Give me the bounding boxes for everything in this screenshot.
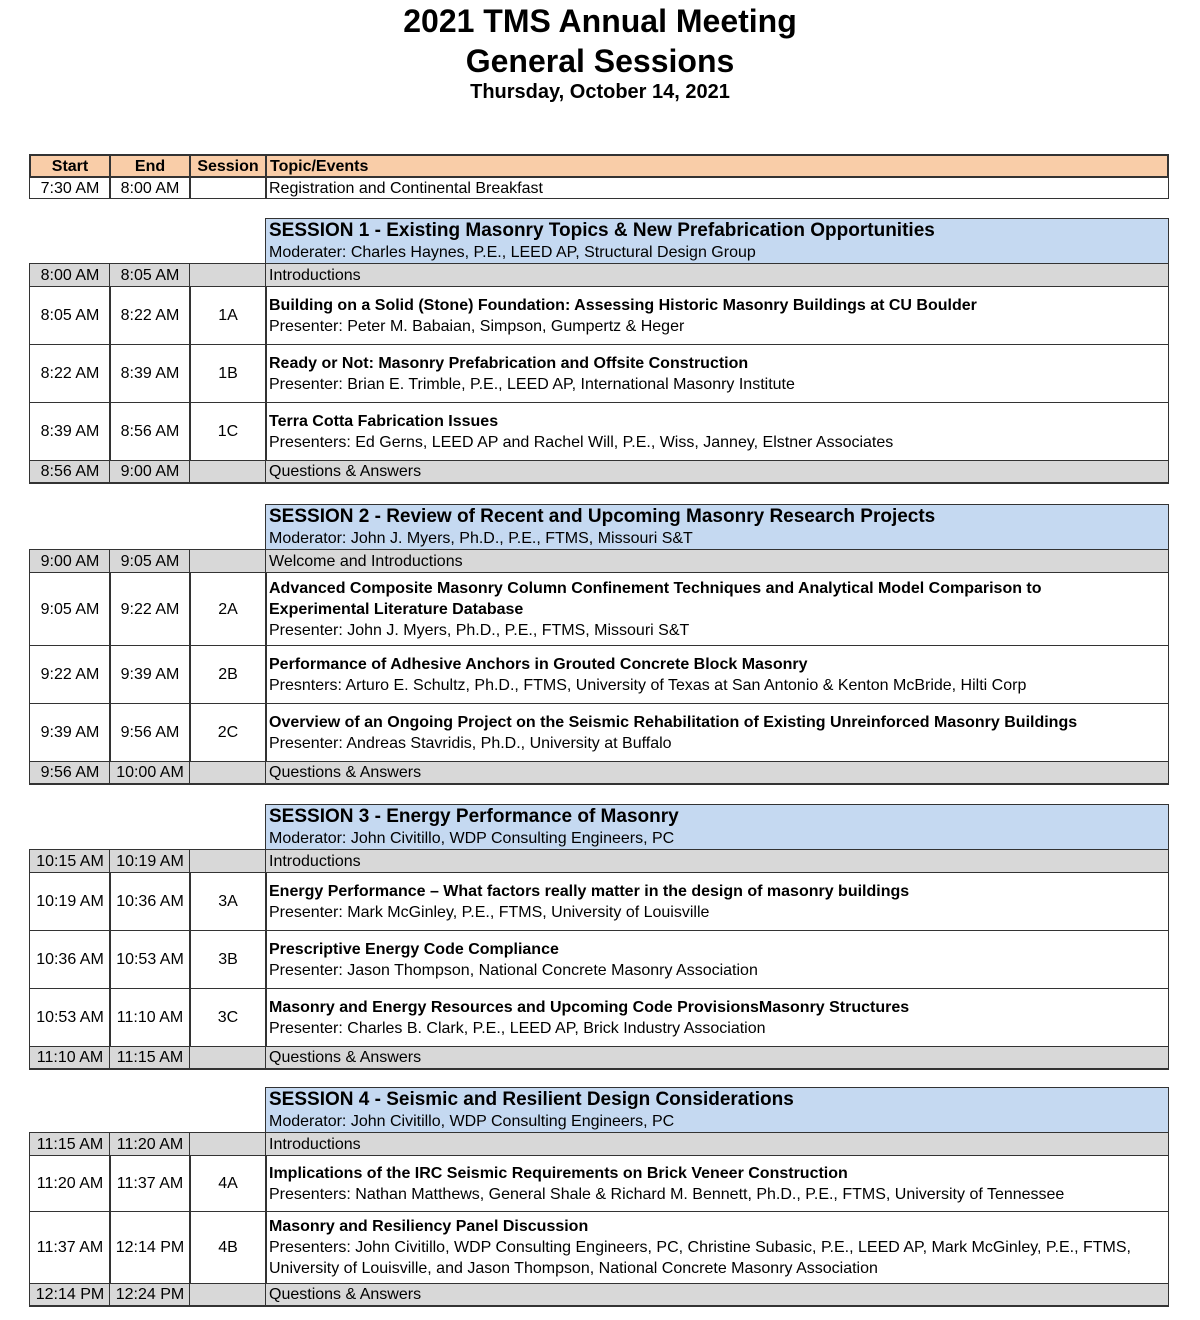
row-end: 8:05 AM: [109, 263, 191, 287]
talk-title: Overview of an Ongoing Project on the Seismic Rehabilitation of Existing Unreinforced Masonry Buildings: [269, 713, 1078, 731]
col-start-header: Start: [29, 154, 111, 178]
talk-presenter: Presenter: Andreas Stavridis, Ph.D., University at Buffalo: [269, 734, 672, 752]
intro-row: [29, 549, 1169, 573]
row-session: 3B: [189, 930, 267, 989]
row-session: 1B: [189, 344, 267, 403]
talk-row: [29, 1211, 1169, 1284]
row-session: 4B: [189, 1211, 267, 1284]
intro-row: [29, 1132, 1169, 1156]
talk-title: Energy Performance – What factors really matter in the design of masonry buildings: [269, 882, 910, 900]
talk-title: Ready or Not: Masonry Prefabrication and Offsite Construction: [269, 354, 749, 372]
row-end: 8:22 AM: [109, 286, 191, 345]
session-title: SESSION 3 - Energy Performance of Masonry: [269, 806, 679, 827]
row-session: [189, 1283, 267, 1307]
talk-presenter: Presnters: Arturo E. Schultz, Ph.D., FTMS, University of Texas at San Antonio & Kenton McBride, Hilti Corp: [269, 676, 1027, 694]
row-topic: Registration and Continental Breakfast: [265, 177, 1169, 199]
row-topic: Introductions: [265, 849, 1169, 873]
talk-row: [29, 1155, 1169, 1212]
row-end: 12:24 PM: [109, 1283, 191, 1307]
talk-title: Prescriptive Energy Code Compliance: [269, 940, 559, 958]
qa-row: [29, 1283, 1169, 1307]
row-start: 11:15 AM: [29, 1132, 111, 1156]
row-start: 8:05 AM: [29, 286, 111, 345]
row-end: 9:56 AM: [109, 703, 191, 762]
row-topic: Introductions: [265, 1132, 1169, 1156]
row-session: 1A: [189, 286, 267, 345]
col-end-header: End: [109, 154, 191, 178]
row-topic: Introductions: [265, 263, 1169, 287]
row-start: 11:10 AM: [29, 1046, 111, 1070]
talk-title: Building on a Solid (Stone) Foundation: Assessing Historic Masonry Buildings at CU Boulder: [269, 296, 977, 314]
row-topic: [265, 1155, 1169, 1212]
row-end: 10:53 AM: [109, 930, 191, 989]
talk-row: [29, 930, 1169, 989]
qa-row: [29, 1046, 1169, 1070]
row-topic: [265, 988, 1169, 1047]
session-title: SESSION 1 - Existing Masonry Topics & New Prefabrication Opportunities: [269, 220, 935, 241]
row-end: 10:19 AM: [109, 849, 191, 873]
talk-row: [29, 572, 1169, 646]
col-session-header: Session: [189, 154, 267, 178]
talk-presenter: Presenter: Brian E. Trimble, P.E., LEED AP, International Masonry Institute: [269, 375, 795, 393]
row-session: 2C: [189, 703, 267, 762]
row-end: 11:20 AM: [109, 1132, 191, 1156]
row-start: 10:19 AM: [29, 872, 111, 931]
row-session: 3A: [189, 872, 267, 931]
row-topic: Questions & Answers: [265, 1283, 1169, 1307]
row-end: 11:10 AM: [109, 988, 191, 1047]
row-session: [189, 849, 267, 873]
session-moderator: Moderator: John Civitillo, WDP Consulting Engineers, PC: [269, 1113, 675, 1130]
talk-presenter: Presenter: Jason Thompson, National Concrete Masonry Association: [269, 961, 758, 979]
row-start: 7:30 AM: [29, 177, 111, 199]
row-start: 9:39 AM: [29, 703, 111, 762]
row-topic: [265, 344, 1169, 403]
qa-row: [29, 761, 1169, 785]
qa-row: [29, 460, 1169, 484]
session-moderator: Moderater: Charles Haynes, P.E., LEED AP, Structural Design Group: [269, 244, 756, 261]
col-topic-header: Topic/Events: [265, 154, 1169, 178]
session-moderator: Moderator: John Civitillo, WDP Consulting Engineers, PC: [269, 830, 675, 847]
talk-presenter: Presenters: Ed Gerns, LEED AP and Rachel Will, P.E., Wiss, Janney, Elstner Associates: [269, 433, 894, 451]
row-session: [189, 263, 267, 287]
row-session: [189, 1046, 267, 1070]
talk-title: Masonry and Energy Resources and Upcoming Code ProvisionsMasonry Structures: [269, 998, 910, 1016]
row-session: 2A: [189, 572, 267, 646]
talk-row: [29, 402, 1169, 461]
row-end: 12:14 PM: [109, 1211, 191, 1284]
talk-presenter: Presenter: Peter M. Babaian, Simpson, Gumpertz & Heger: [269, 317, 685, 335]
table-header-row: [29, 154, 1169, 178]
row-session: [189, 761, 267, 785]
session-title: SESSION 4 - Seismic and Resilient Design Considerations: [269, 1089, 794, 1110]
row-start: 9:00 AM: [29, 549, 111, 573]
row-topic: [265, 402, 1169, 461]
row-topic: [265, 572, 1169, 646]
talk-title: Terra Cotta Fabrication Issues: [269, 412, 499, 430]
row-start: 9:05 AM: [29, 572, 111, 646]
talk-presenter: Presenters: John Civitillo, WDP Consulting Engineers, PC, Christine Subasic, P.E., LEED AP, Mark McGinley, P.E., FTMS, University of Louisville, and Jason Thompson, National Concrete Masonry Association: [269, 1239, 1131, 1277]
registration-row: [29, 177, 1169, 199]
session-4-header: [265, 1087, 1169, 1133]
talk-presenter: Presenter: Mark McGinley, P.E., FTMS, University of Louisville: [269, 903, 710, 921]
row-session: 3C: [189, 988, 267, 1047]
row-start: 8:56 AM: [29, 460, 111, 484]
row-start: 9:22 AM: [29, 645, 111, 704]
talk-title: Masonry and Resiliency Panel Discussion: [269, 1218, 589, 1235]
talk-row: [29, 344, 1169, 403]
row-topic: [265, 1211, 1169, 1284]
row-topic: Questions & Answers: [265, 1046, 1169, 1070]
session-moderator: Moderator: John J. Myers, Ph.D., P.E., FTMS, Missouri S&T: [269, 530, 693, 547]
session-3-header: [265, 804, 1169, 850]
page-subtitle: General Sessions: [465, 43, 735, 79]
page-title: 2021 TMS Annual Meeting: [403, 3, 797, 39]
intro-row: [29, 263, 1169, 287]
talk-title: Advanced Composite Masonry Column Confinement Techniques and Analytical Model Comparison to Experimental Literature Database: [269, 579, 1042, 618]
row-session: 4A: [189, 1155, 267, 1212]
row-end: 8:39 AM: [109, 344, 191, 403]
talk-presenter: Presenters: Nathan Matthews, General Shale & Richard M. Bennett, Ph.D., P.E., FTMS, University of Tennessee: [269, 1185, 1065, 1203]
session-2-header: [265, 504, 1169, 550]
row-topic: [265, 645, 1169, 704]
row-topic: [265, 930, 1169, 989]
talk-title: Performance of Adhesive Anchors in Grouted Concrete Block Masonry: [269, 655, 808, 673]
row-end: 11:37 AM: [109, 1155, 191, 1212]
row-end: 8:56 AM: [109, 402, 191, 461]
session-1-header: [265, 218, 1169, 264]
talk-row: [29, 872, 1169, 931]
row-end: 10:00 AM: [109, 761, 191, 785]
row-start: 10:36 AM: [29, 930, 111, 989]
session-title: SESSION 2 - Review of Recent and Upcoming Masonry Research Projects: [269, 506, 936, 527]
talk-title: Implications of the IRC Seismic Requirements on Brick Veneer Construction: [269, 1164, 848, 1182]
talk-row: [29, 703, 1169, 762]
row-topic: [265, 703, 1169, 762]
row-end: 9:05 AM: [109, 549, 191, 573]
row-start: 8:22 AM: [29, 344, 111, 403]
row-session: [189, 549, 267, 573]
talk-row: [29, 988, 1169, 1047]
row-start: 11:37 AM: [29, 1211, 111, 1284]
row-start: 8:39 AM: [29, 402, 111, 461]
row-start: 11:20 AM: [29, 1155, 111, 1212]
talk-presenter: Presenter: Charles B. Clark, P.E., LEED AP, Brick Industry Association: [269, 1019, 766, 1037]
row-end: 11:15 AM: [109, 1046, 191, 1070]
row-start: 12:14 PM: [29, 1283, 111, 1307]
talk-row: [29, 645, 1169, 704]
row-session: [189, 177, 267, 199]
row-end: 9:22 AM: [109, 572, 191, 646]
row-start: 9:56 AM: [29, 761, 111, 785]
row-session: [189, 460, 267, 484]
row-topic: [265, 872, 1169, 931]
row-topic: Questions & Answers: [265, 761, 1169, 785]
row-topic: [265, 286, 1169, 345]
row-start: 8:00 AM: [29, 263, 111, 287]
row-topic: Questions & Answers: [265, 460, 1169, 484]
row-end: 9:00 AM: [109, 460, 191, 484]
event-date: Thursday, October 14, 2021: [470, 81, 730, 103]
row-end: 8:00 AM: [109, 177, 191, 199]
row-end: 9:39 AM: [109, 645, 191, 704]
row-topic: Welcome and Introductions: [265, 549, 1169, 573]
talk-presenter: Presenter: John J. Myers, Ph.D., P.E., FTMS, Missouri S&T: [269, 621, 690, 639]
row-session: 1C: [189, 402, 267, 461]
intro-row: [29, 849, 1169, 873]
row-end: 10:36 AM: [109, 872, 191, 931]
row-session: 2B: [189, 645, 267, 704]
row-start: 10:15 AM: [29, 849, 111, 873]
row-session: [189, 1132, 267, 1156]
row-start: 10:53 AM: [29, 988, 111, 1047]
talk-row: [29, 286, 1169, 345]
